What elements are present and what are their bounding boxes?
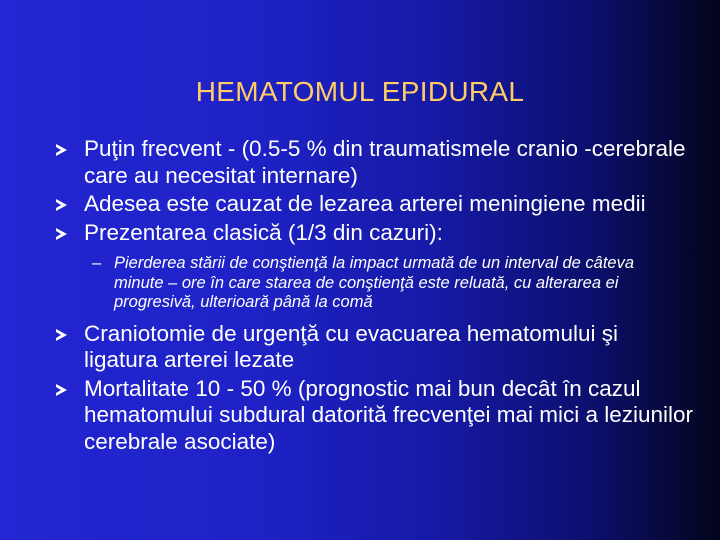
list-item: [84, 220, 694, 247]
arrow-right-icon: [56, 384, 67, 396]
list-item: [84, 321, 694, 374]
arrow-right-icon: [56, 228, 67, 240]
dash-icon: –: [92, 254, 102, 272]
bullet-text: Mortalitate 10 - 50 % (prognostic mai bun decât în cazul hematomului subdural datorită frecvenţei mai mici a leziunilor cerebrale asociate): [84, 375, 694, 454]
sub-list-item: [92, 254, 674, 313]
slide-title: HEMATOMUL EPIDURAL: [195, 76, 525, 107]
bullet-text: Prezentarea clasică (1/3 din cazuri):: [84, 219, 443, 245]
list-item: [84, 376, 694, 456]
arrow-right-icon: [56, 144, 67, 156]
arrow-right-icon: [56, 329, 67, 341]
bullet-text: Craniotomie de urgenţă cu evacuarea hematomului şi ligatura arterei lezate: [84, 320, 619, 372]
bullet-text: Puţin frecvent - (0.5-5 % din traumatismele cranio -cerebrale care au necesitat internare): [84, 136, 686, 188]
arrow-right-icon: [56, 199, 67, 211]
list-item: [84, 136, 694, 189]
bullet-text: Adesea este cauzat de lezarea arterei meningiene medii: [84, 191, 646, 216]
list-item: [84, 191, 694, 218]
bullet-list: [84, 136, 694, 457]
sub-bullet-text: Pierderea stării de conştienţă la impact urmată de un interval de câteva minute – ore în care starea de conştienţă este reluată, cu alterarea ei progresivă, ulterioară până la comă: [114, 254, 635, 311]
